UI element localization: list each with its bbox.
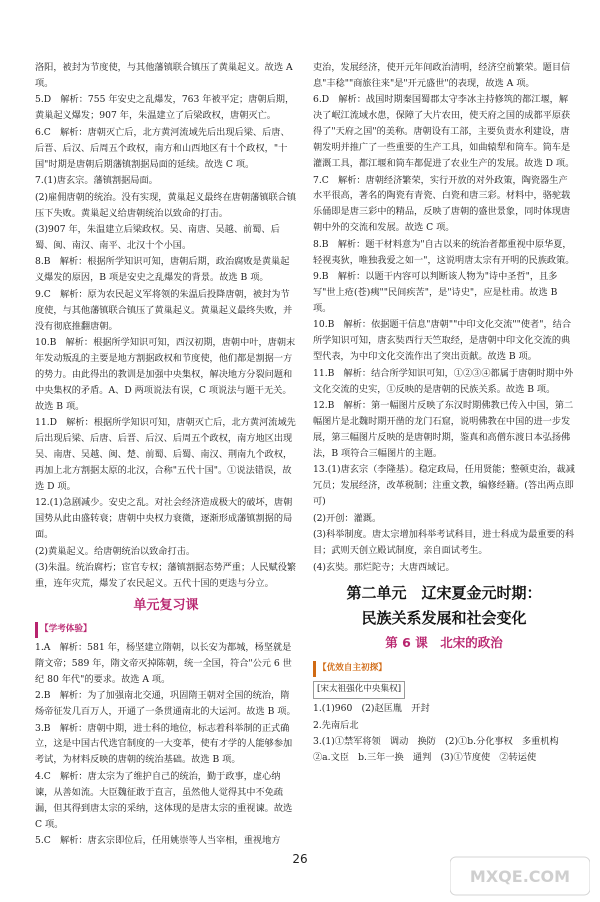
paragraph: 10.B 解析：依据题干信息"唐朝""中印文化交流""使者"，结合所学知识可知，唐玄奘西行天竺取经，是唐朝中印文化交流的典型代表，为中印文化交流作出了突出贡献。故选 B 项。 — [313, 319, 572, 363]
paragraph: 11.B 解析：结合所学知识可知，①②③④都属于唐朝时期中外文化交流的史实，①反映的是唐朝的民族关系。故选 B 项。 — [313, 367, 574, 395]
paragraph: 10.B 解析：根据所学知识可知，西汉初期，唐朝中叶，唐朝末年发动叛乱的主要是地方割据政权和节度使，他们都是割据一方的势力。由此得出的教训是加强中央集权，解决地方分裂问题和中央集权的矛盾。A、D 两项说法有误，C 项说法与题干无关。故选 B 项。 — [35, 337, 296, 412]
paragraph: 4.C 解析：唐太宗为了维护自己的统治，勤于政事，虚心纳谏，从善如流。大臣魏征敢于直言，虽然他人觉得其中不免疏漏，但其得到唐太宗的采纳，这体现的是唐太宗的重视谏。故选 C 项。 — [35, 770, 293, 830]
paragraph: 6.C 解析：唐朝灭亡后，北方黄河流域先后出现后梁、后唐、后晋、后汉、后周五个政权，南方和山西地区有十个政权，"十国"时期是唐朝后期藩镇割据局面的延续。故选 C 项。 — [35, 126, 290, 170]
unit-subtitle: 民族关系发展和社会变化 — [361, 609, 527, 628]
paragraph: 11.D 解析：根据所学知识可知，唐朝灭亡后，北方黄河流域先后出现后梁、后唐、后晋、后汉、后周五个政权，南方地区出现吴、南唐、吴越、闽、楚、前蜀、后蜀、南汉、荆南九个政权，再加上北方割据太原的北汉，合称"五代十国"。①说法错误，故选 D 项。 — [35, 417, 296, 492]
paragraph: 8.B 解析：根据所学知识可知，唐朝后期，政治腐败是黄巢起义爆发的原因，B 项是安史之乱爆发的背景。故选 B 项。 — [35, 256, 290, 284]
paragraph: 7.(1)唐玄宗。藩镇割据局面。 — [35, 175, 158, 187]
lesson-title: 第 6 课 北宋的政治 — [385, 635, 503, 651]
paragraph: (2)黄巢起义。给唐朝统治以致命打击。 — [35, 545, 196, 557]
paragraph: 7.C 解析：唐朝经济繁荣，实行开放的对外政策，陶瓷器生产水平很高，著名的陶瓷有青瓷、白瓷和唐三彩。材料中，骆驼载乐俑即是唐三彩中的精品，反映了唐朝的盛世景象，同时体现唐朝中外的交流和发展。故选 C 项。 — [313, 174, 571, 234]
paragraph: 13.(1)唐玄宗（李隆基）。稳定政局，任用贤能；整顿吏治，裁减冗员；发展经济，改革税制；注重文教，编修经籍。(答出两点即可) — [313, 464, 575, 508]
paragraph: 5.D 解析：755 年安史之乱爆发，763 年被平定；唐朝后期，黄巢起义爆发；907 年，朱温建立了后梁政权，唐朝灭亡。 — [35, 94, 295, 122]
paragraph: (2)开创：灌溉。 — [313, 512, 382, 524]
page-number: 26 — [292, 852, 308, 866]
paragraph: (3)907 年，朱温建立后梁政权。吴、南唐、吴越、前蜀、后蜀、闽、南汉、南平、北汉十个小国。 — [35, 224, 280, 251]
paragraph: 2.B 解析：为了加强南北交通，巩固隋王朝对全国的统治，隋炀帝征发几百万人，开通了一条贯通南北的大运河。故选 B 项。 — [35, 690, 296, 718]
paragraph: 3.B 解析：唐朝中期，进士科的地位，标志着科举制的正式确立，这是中国古代选官制度的一大变革，使有才学的人能够参加考试，为材料反映的唐朝的统治基础。故选 B 项。 — [35, 722, 293, 766]
paragraph: 1.A 解析：581 年，杨坚建立隋朝，以长安为都城，杨坚就是隋文帝；589 年，隋文帝灭掉陈朝，统一全国，符合"公元 6 世纪 80 年代"的要求。故选 A 项。 — [35, 641, 292, 685]
watermark-text: MXQE.COM — [469, 867, 571, 886]
paragraph: (3)科举制度。唐太宗增加科举考试科目，进士科成为最重要的科目；武则天创立殿试制度，亲自面试考生。 — [313, 529, 575, 557]
unit-title: 第二单元 辽宋夏金元时期： — [346, 583, 542, 602]
paragraph: (3)朱温。统治腐朽；宦官专权；藩镇割据态势严重；人民赋役繁重，连年灾荒，爆发了农民起义。五代十国的更迭与分立。 — [35, 562, 297, 590]
paragraph: 3.(1)①禁军将领 调动 换防 (2)①b.分化事权 多重机构 ②a.文臣 b.三年一换 通判 (3)①节度使 ②转运使 — [313, 736, 568, 763]
paragraph: 1.(1)960 (2)赵匡胤 开封 — [313, 703, 430, 715]
paragraph: 吏治，发展经济，使开元年间政治清明，经济空前繁荣。题目信息"丰稔""商旅往来"是"开元盛世"的表现，故选 A 项。 — [313, 62, 571, 89]
watermark-logo — [450, 855, 590, 897]
paragraph: 5.C 解析：唐玄宗即位后，任用姚崇等人当宰相，重视地方 — [35, 835, 281, 847]
left-column — [35, 60, 297, 850]
paragraph: 6.D 解析：战国时期秦国蜀郡太守李冰主持修筑的都江堰，解决了岷江流域水患，保障了大片农田，使天府之国的成都平原获得了"天府之国"的美称。唐朝设有工部，主要负责水利建设，唐朝发明并推广了一些重要的生产工具，如曲辕犁和筒车。筒车是灌溉工具，都江堰和筒车都促进了农业生产的发展。故选 D 项。 — [313, 94, 575, 170]
section-label-zizhu: 【优效自主初探】 — [313, 661, 389, 677]
paragraph: (4)玄奘。那烂陀寺；大唐西域记。 — [313, 561, 455, 573]
section-label-xueketiyan: 【学考体验】 — [35, 622, 94, 638]
paragraph: 12.(1)急剧减少。安史之乱。对社会经济造成极大的破坏，唐朝国势从此由盛转衰；唐朝中央权力衰微，逐渐形成藩镇割据的局面。 — [35, 497, 293, 541]
paragraph: 2.先南后北 — [313, 719, 359, 731]
paragraph: 8.B 解析：题干材料意为"自古以来的统治者都重视中原华夏，轻视夷狄，唯独我爱之如一"，这说明唐太宗有开明的民族政策。 — [313, 238, 575, 266]
topic-box: [宋太祖强化中央集权] — [313, 681, 405, 699]
paragraph: (2)雇佣唐朝的统治。没有实现，黄巢起义最终在唐朝藩镇联合镇压下失败。黄巢起义给唐朝统治以致命的打击。 — [35, 191, 297, 219]
paragraph: 9.C 解析：原为农民起义军将领的朱温后投降唐朝，被封为节度使，与其他藩镇联合镇压了黄巢起义。黄巢起义最终失败，并没有彻底推翻唐朝。 — [35, 288, 293, 332]
right-column — [313, 60, 575, 766]
paragraph: 12.B 解析：第一幅图片反映了东汉时期佛教已传入中国，第二幅图片是北魏时期开凿的龙门石窟，说明佛教在中国的进一步发展，第三幅图片反映的是唐朝时期，鉴真和高僧东渡日本弘扬佛法，B 项符合三幅图片的主题。 — [313, 400, 574, 459]
paragraph: 洛阳，被封为节度使，与其他藩镇联合镇压了黄巢起义。故选 A 项。 — [35, 62, 293, 89]
paragraph: 9.B 解析：以题干内容可以判断该人物为"诗中圣哲"，且多写"世上疮(苍)痍""民间疾苦"，是"诗史"，应是杜甫。故选 B 项。 — [313, 271, 558, 314]
review-section-title: 单元复习课 — [133, 598, 199, 614]
